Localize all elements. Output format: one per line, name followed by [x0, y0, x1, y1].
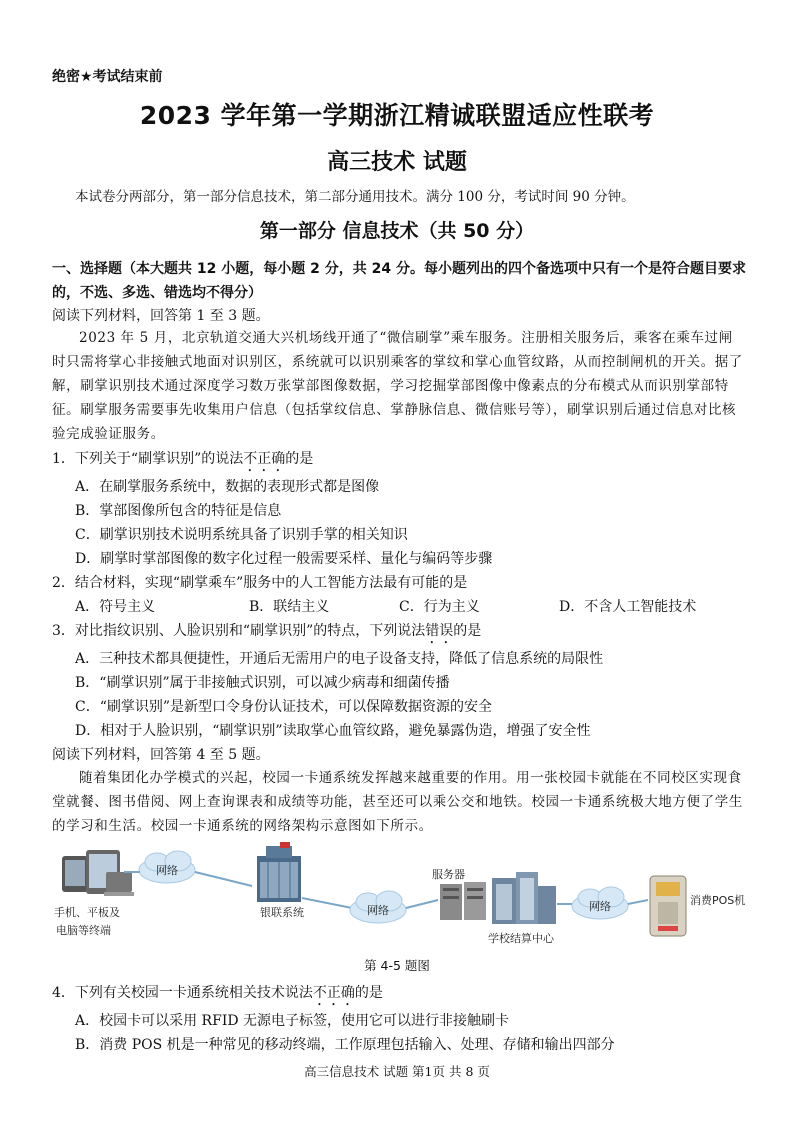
devices-icon	[62, 850, 134, 896]
devices-label-2: 电脑等终端	[56, 924, 111, 937]
question-3-option-a: A．三种技术都具便捷性，开通后无需用户的电子设备支持，降低了信息系统的局限性	[75, 651, 604, 667]
question-2-option-a: A．符号主义	[75, 599, 156, 615]
reading-instruction-1: 阅读下列材料，回答第 1 至 3 题。	[52, 308, 270, 324]
devices-label: 手机、平板及	[54, 906, 120, 919]
question-2-option-c: C．行为主义	[399, 599, 480, 615]
bank-building-icon	[257, 842, 301, 902]
question-stem-text: 3．对比指纹识别、人脸识别和“刷掌识别”的特点，下列说法	[52, 623, 426, 639]
question-4-stem	[52, 982, 383, 1009]
figure-caption: 第 4-5 题图	[364, 958, 430, 973]
question-stem-tail: 的是	[354, 985, 383, 1001]
question-3-option-b: B．“刷掌识别”属于非接触式识别，可以减少病毒和细菌传播	[75, 675, 450, 691]
network-label-2: 网络	[367, 904, 389, 917]
question-1-option-b: B．掌部图像所包含的特征是信息	[75, 503, 282, 519]
question-1-option-a: A．在刷掌服务系统中，数据的表现形式都是图像	[75, 479, 380, 495]
pos-terminal-icon	[650, 876, 686, 936]
question-3-option-d: D．相对于人脸识别，“刷掌识别”读取掌心血管纹路，避免暴露伪造，增强了安全性	[75, 723, 591, 739]
question-4-option-a: A．校园卡可以采用 RFID 无源电子标签，使用它可以进行非接触刷卡	[75, 1013, 510, 1029]
question-stem-text: 1．下列关于“刷掌识别”的说法	[52, 451, 244, 467]
bank-system-label: 银联系统	[260, 906, 304, 919]
network-architecture-diagram	[52, 842, 752, 952]
section-heading: 一、选择题（本大题共 12 小题，每小题 2 分，共 24 分。每小题列出的四个备选项中只有一个是符合题目要求的，不选、多选、错选均不得分）	[52, 261, 746, 301]
part-title: 第一部分 信息技术（共 50 分）	[259, 220, 535, 242]
question-2-options	[75, 596, 755, 616]
server-label: 服务器	[432, 868, 465, 881]
exam-title: 2023 学年第一学期浙江精诚联盟适应性联考	[139, 101, 655, 130]
pos-label: 消费POS机	[690, 894, 746, 907]
emphasis-text: 不正确	[243, 451, 286, 467]
material-passage-1: 2023 年 5 月，北京轨道交通大兴机场线开通了“微信刷掌”乘车服务。注册相关服务后，乘客在乘车过闸时只需将掌心非接触式地面对识别区，系统就可以识别乘客的掌纹和掌心血管纹路，从而控制闸机的开关。据了解，刷掌识别技术通过深度学习数万张掌部图像数据，学习挖掘掌部图像中像素点的分布模式从而识别掌部特征。刷掌服务需要事先收集用户信息（包括掌纹信息、掌静脉信息、微信账号等），刷掌识别后通过信息对比核验完成验证服务。	[52, 330, 743, 442]
question-stem-tail: 的是	[285, 451, 314, 467]
question-2-option-b: B．联结主义	[249, 599, 330, 615]
server-rack-icon	[440, 882, 486, 920]
question-stem-tail: 的是	[453, 623, 482, 639]
material-passage-2: 随着集团化办学模式的兴起，校园一卡通系统发挥越来越重要的作用。用一张校园卡就能在不同校区实现食堂就餐、图书借阅、网上查询课表和成绩等功能，甚至还可以乘公交和地铁。校园一卡通系统极大地方便了学生的学习和生活。校园一卡通系统的网络架构示意图如下所示。	[52, 770, 743, 834]
question-4-option-b: B．消费 POS 机是一种常见的移动终端，工作原理包括输入、处理、存储和输出四部分	[75, 1037, 615, 1053]
question-1-option-d: D．刷掌时掌部图像的数字化过程一般需要采样、量化与编码等步骤	[75, 551, 493, 567]
settlement-center-label: 学校结算中心	[488, 932, 554, 945]
settlement-center-building-icon	[492, 872, 556, 924]
question-2-option-d: D．不含人工智能技术	[559, 599, 697, 615]
page-footer: 高三信息技术 试题 第1页 共 8 页	[304, 1064, 490, 1079]
question-1-stem	[52, 448, 313, 475]
reading-instruction-2: 阅读下列材料，回答第 4 至 5 题。	[52, 747, 270, 763]
exam-subtitle: 高三技术 试题	[327, 150, 467, 175]
confidential-label: 绝密★考试结束前	[52, 69, 163, 85]
emphasis-text: 错误	[425, 623, 454, 639]
question-stem-text: 4．下列有关校园一卡通系统相关技术说法	[52, 985, 313, 1001]
network-label-1: 网络	[156, 864, 178, 877]
question-3-option-c: C．“刷掌识别”是新型口令身份认证技术，可以保障数据资源的安全	[75, 699, 493, 715]
exam-intro: 本试卷分两部分，第一部分信息技术，第二部分通用技术。满分 100 分，考试时间 90 分钟。	[75, 189, 635, 205]
network-label-3: 网络	[589, 900, 611, 913]
emphasis-text: 不正确	[312, 985, 355, 1001]
question-3-stem	[52, 620, 481, 647]
question-1-option-c: C．刷掌识别技术说明系统具备了识别手掌的相关知识	[75, 527, 408, 543]
question-2-stem: 2．结合材料，实现“刷掌乘车”服务中的人工智能方法最有可能的是	[52, 575, 468, 591]
